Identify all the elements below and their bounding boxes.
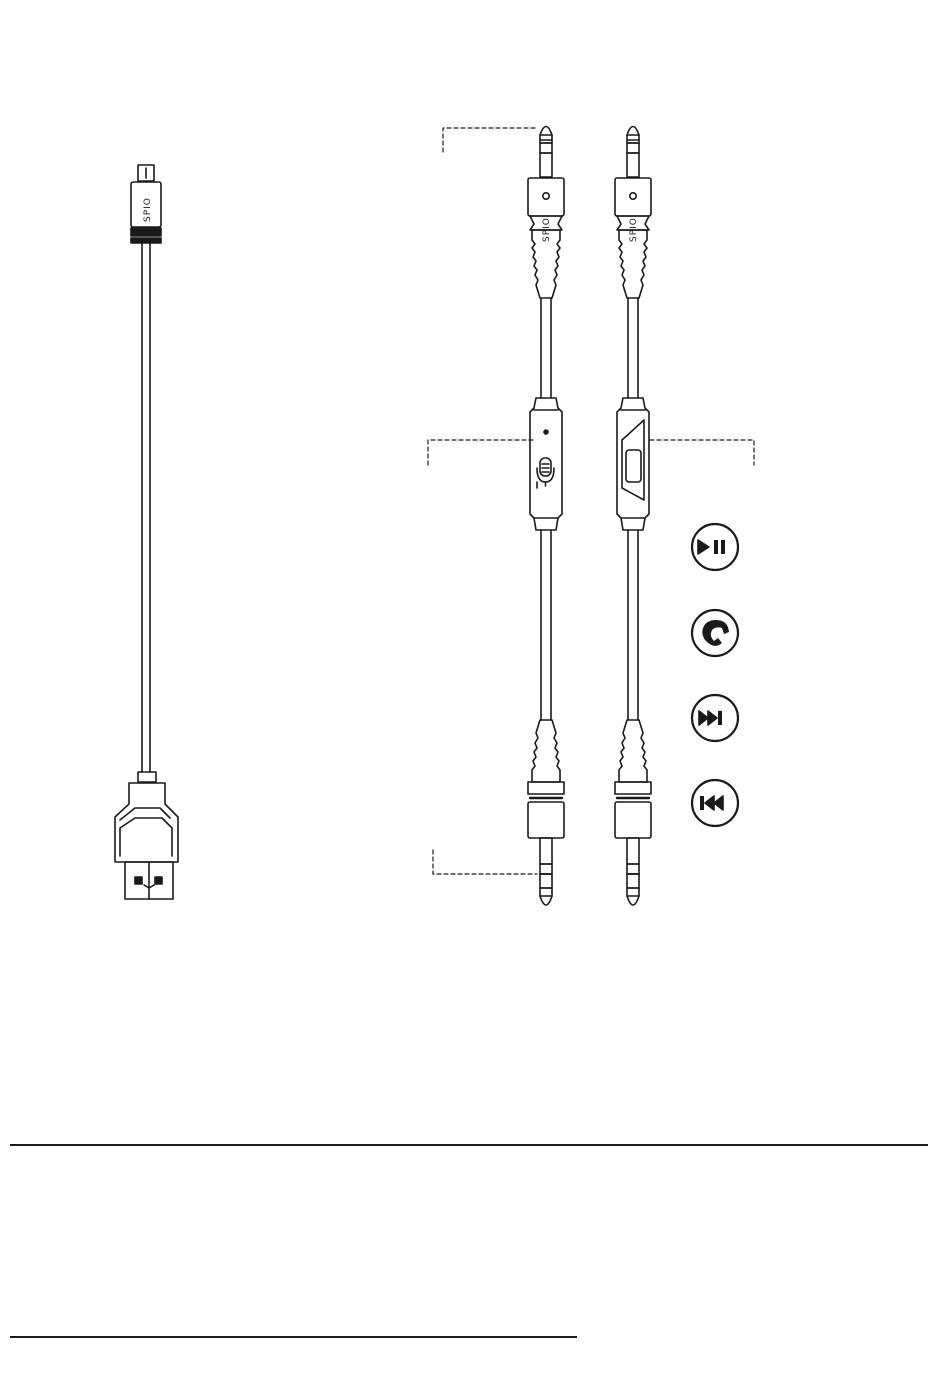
- previous-track-icon: [692, 780, 738, 826]
- microphone-icon: [537, 458, 554, 488]
- aux-cable-a-logo: SPIO: [542, 217, 552, 242]
- next-track-icon: [692, 695, 738, 741]
- phone-call-icon: [692, 610, 738, 656]
- aux-cable-with-mic: [528, 127, 564, 906]
- aux-cable-b-logo: SPIO: [629, 217, 639, 242]
- callout-mic: [428, 440, 533, 465]
- aux-cable-with-button: [615, 127, 651, 906]
- callout-lines: [428, 128, 754, 874]
- play-pause-icon: [692, 524, 738, 570]
- horizontal-rule-top: [10, 1144, 928, 1146]
- callout-top-plug: [443, 128, 537, 152]
- usb-cable-logo: SPIO: [143, 197, 153, 222]
- horizontal-rule-bottom: [10, 1336, 577, 1338]
- callout-bottom-plug: [433, 850, 537, 874]
- callout-button: [650, 440, 754, 465]
- usb-cable: [115, 165, 178, 899]
